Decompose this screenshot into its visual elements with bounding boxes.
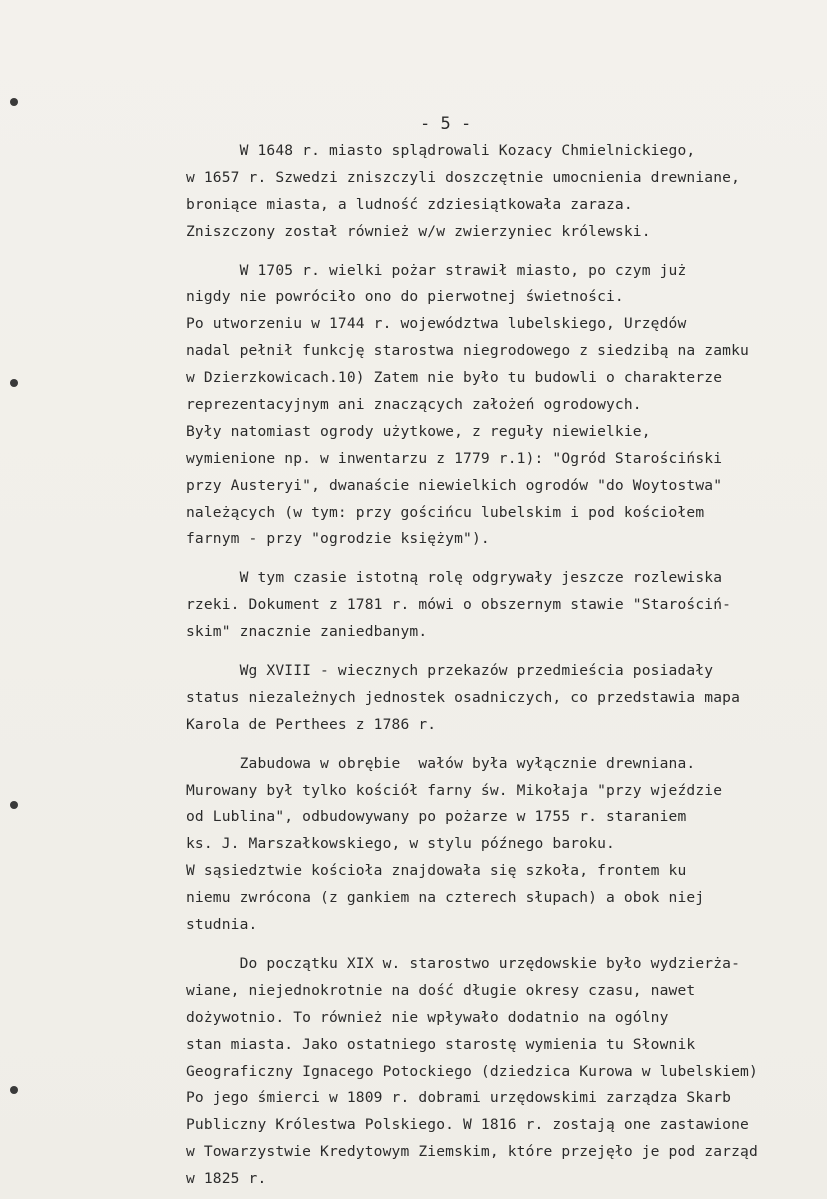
paragraph	[186, 951, 827, 1193]
text-line: Były natomiast ogrody użytkowe, z reguły niewielkie,	[186, 422, 651, 440]
text-line: przy Austeryi", dwanaście niewielkich ogrodów "do Woytostwa"	[186, 476, 723, 494]
text-line: stan miasta. Jako ostatniego starostę wymienia tu Słownik	[186, 1035, 696, 1053]
binder-hole	[10, 801, 18, 809]
text-line: w Towarzystwie Kredytowym Ziemskim, które przejęło je pod zarząd	[186, 1143, 758, 1161]
paragraph	[186, 751, 827, 939]
text-line: W tym czasie istotną rolę odgrywały jeszcze rozlewiska	[186, 569, 723, 587]
paragraph	[186, 258, 827, 554]
text-line: W 1648 r. miasto splądrowali Kozacy Chmielnickiego,	[186, 142, 696, 159]
text-line: nadal pełnił funkcję starostwa niegrodowego z siedzibą na zamku	[186, 342, 749, 360]
text-line: dożywotnio. To również nie wpływało dodatnio na ogólny	[186, 1008, 669, 1026]
text-line: W sąsiedztwie kościoła znajdowała się szkoła, frontem ku	[186, 862, 687, 880]
binder-hole	[10, 1086, 18, 1094]
text-line: w 1657 r. Szwedzi zniszczyli doszczętnie umocnienia drewniane,	[186, 168, 741, 186]
body-text	[186, 138, 827, 1199]
binder-hole	[10, 379, 18, 387]
text-line: broniące miasta, a ludność zdziesiątkowała zaraza.	[186, 195, 633, 213]
page-number: - 5 -	[420, 114, 472, 134]
text-line: Murowany był tylko kościół farny św. Mikołaja "przy wjeździe	[186, 781, 723, 799]
text-line: Geograficzny Ignacego Potockiego (dziedzica Kurowa w lubelskiem)	[186, 1062, 758, 1080]
paragraph	[186, 565, 827, 646]
text-line: Publiczny Królestwa Polskiego. W 1816 r. zostają one zastawione	[186, 1116, 749, 1134]
text-line: ks. J. Marszałkowskiego, w stylu późnego baroku.	[186, 835, 615, 853]
text-line: Zabudowa w obrębie wałów była wyłącznie drewniana.	[186, 754, 696, 772]
text-line: wymienione np. w inwentarzu z 1779 r.1): "Ogród Starościński	[186, 449, 723, 467]
text-line: rzeki. Dokument z 1781 r. mówi o obszernym stawie "Starościń-	[186, 596, 732, 614]
text-line: należących (w tym: przy gościńcu lubelskim i pod kościołem	[186, 503, 705, 521]
text-line: w 1825 r.	[186, 1170, 267, 1188]
text-line: status niezależnych jednostek osadniczych, co przedstawia mapa	[186, 688, 741, 706]
text-line: nigdy nie powróciło ono do pierwotnej świetności.	[186, 288, 624, 306]
text-line: w Dzierzkowicach.10) Zatem nie było tu budowli o charakterze	[186, 369, 723, 387]
text-line: farnym - przy "ogrodzie księżym").	[186, 530, 490, 548]
paragraph	[186, 138, 827, 246]
text-line: studnia.	[186, 916, 258, 934]
text-line: od Lublina", odbudowywany po pożarze w 1755 r. staraniem	[186, 808, 687, 826]
text-line: Po utworzeniu w 1744 r. województwa lubelskiego, Urzędów	[186, 315, 687, 333]
text-line: wiane, niejednokrotnie na dość długie okresy czasu, nawet	[186, 981, 696, 999]
text-line: Zniszczony został również w/w zwierzyniec królewski.	[186, 222, 651, 240]
paragraph	[186, 658, 827, 739]
text-line: niemu zwrócona (z gankiem na czterech słupach) a obok niej	[186, 889, 705, 907]
text-line: Karola de Perthees z 1786 r.	[186, 715, 437, 733]
text-line: skim" znacznie zaniedbanym.	[186, 623, 428, 641]
text-line: W 1705 r. wielki pożar strawił miasto, po czym już	[186, 261, 687, 279]
text-line: Po jego śmierci w 1809 r. dobrami urzędowskimi zarządza Skarb	[186, 1089, 732, 1107]
text-line: Wg XVIII - wiecznych przekazów przedmieścia posiadały	[186, 662, 714, 680]
binder-hole	[10, 98, 18, 106]
text-line: reprezentacyjnym ani znaczących założeń ogrodowych.	[186, 396, 642, 414]
text-line: Do początku XIX w. starostwo urzędowskie było wydzierża-	[186, 954, 741, 972]
